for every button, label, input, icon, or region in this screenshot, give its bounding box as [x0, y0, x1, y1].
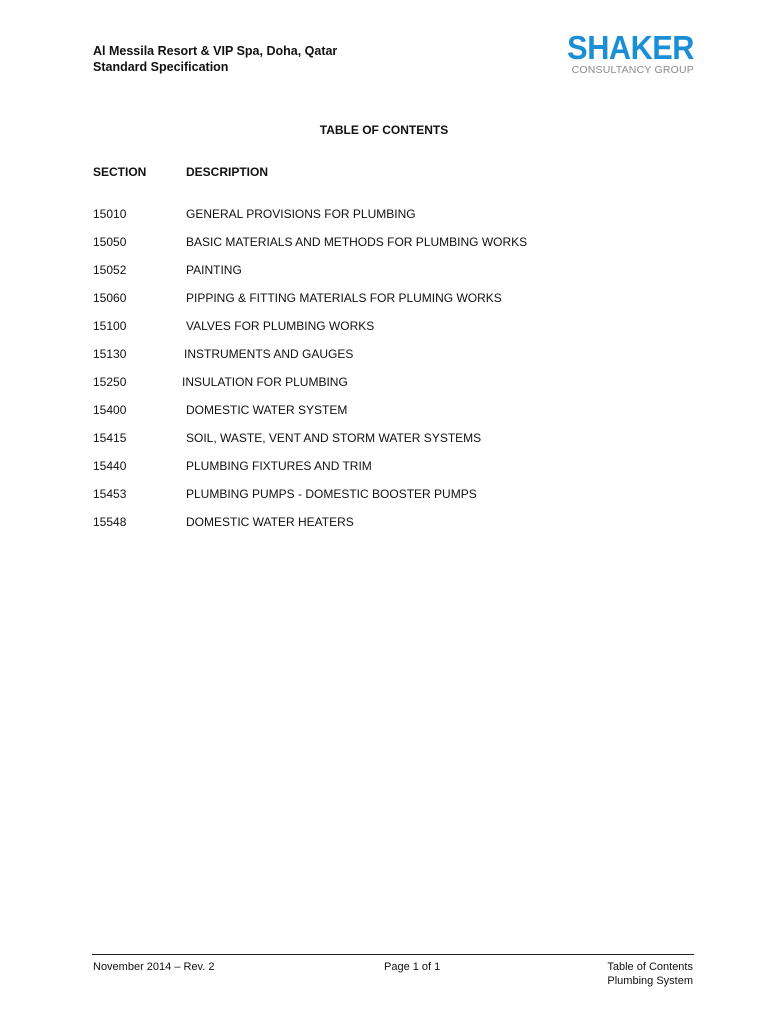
- toc-row: [0, 319, 768, 335]
- section-column-header: SECTION: [93, 165, 147, 179]
- section-number: 15548: [93, 515, 127, 529]
- footer-title-line-1: Table of Contents: [607, 961, 693, 973]
- toc-row: [0, 207, 768, 223]
- toc-row: [0, 459, 768, 475]
- section-description: PIPPING & FITTING MATERIALS FOR PLUMING WORKS: [186, 291, 502, 305]
- section-number: 15052: [93, 263, 127, 277]
- section-number: 15130: [93, 347, 127, 361]
- section-description: VALVES FOR PLUMBING WORKS: [186, 319, 375, 333]
- toc-row: [0, 403, 768, 419]
- footer-page-number: Page 1 of 1: [384, 961, 441, 973]
- company-logo: [552, 29, 694, 78]
- section-number: 15010: [93, 207, 127, 221]
- section-description: PLUMBING PUMPS - DOMESTIC BOOSTER PUMPS: [186, 487, 477, 501]
- section-number: 15400: [93, 403, 127, 417]
- spec-title: Standard Specification: [93, 60, 229, 74]
- footer-divider: [92, 954, 694, 955]
- section-number: 15415: [93, 431, 127, 445]
- section-number: 15050: [93, 235, 127, 249]
- toc-title: TABLE OF CONTENTS: [319, 123, 449, 137]
- toc-row: [0, 515, 768, 531]
- section-description: DOMESTIC WATER SYSTEM: [186, 403, 348, 417]
- document-header: [93, 43, 337, 75]
- section-number: 15100: [93, 319, 127, 333]
- footer-date-revision: November 2014 – Rev. 2: [93, 961, 215, 973]
- footer-title-line-2: Plumbing System: [607, 975, 693, 987]
- toc-row: [0, 347, 768, 363]
- section-description: PLUMBING FIXTURES AND TRIM: [186, 459, 372, 473]
- footer-document-title: [607, 960, 693, 988]
- toc-row: [0, 263, 768, 279]
- section-description: INSTRUMENTS AND GAUGES: [184, 347, 354, 361]
- section-description: INSULATION FOR PLUMBING: [182, 375, 348, 389]
- section-description: DOMESTIC WATER HEATERS: [186, 515, 354, 529]
- section-description: SOIL, WASTE, VENT AND STORM WATER SYSTEMS: [186, 431, 482, 445]
- toc-row: [0, 235, 768, 251]
- description-column-header: DESCRIPTION: [186, 165, 269, 179]
- section-description: GENERAL PROVISIONS FOR PLUMBING: [186, 207, 416, 221]
- section-number: 15060: [93, 291, 127, 305]
- section-number: 15440: [93, 459, 127, 473]
- section-description: PAINTING: [186, 263, 242, 277]
- toc-row: [0, 431, 768, 447]
- section-description: BASIC MATERIALS AND METHODS FOR PLUMBING WORKS: [186, 235, 528, 249]
- section-number: 15250: [93, 375, 127, 389]
- logo-tagline: CONSULTANCY GROUP: [571, 64, 694, 76]
- section-number: 15453: [93, 487, 127, 501]
- toc-row: [0, 375, 768, 391]
- toc-row: [0, 291, 768, 307]
- project-title: Al Messila Resort & VIP Spa, Doha, Qatar: [93, 44, 338, 58]
- logo-wordmark: SHAKER: [567, 29, 694, 66]
- toc-row: [0, 487, 768, 503]
